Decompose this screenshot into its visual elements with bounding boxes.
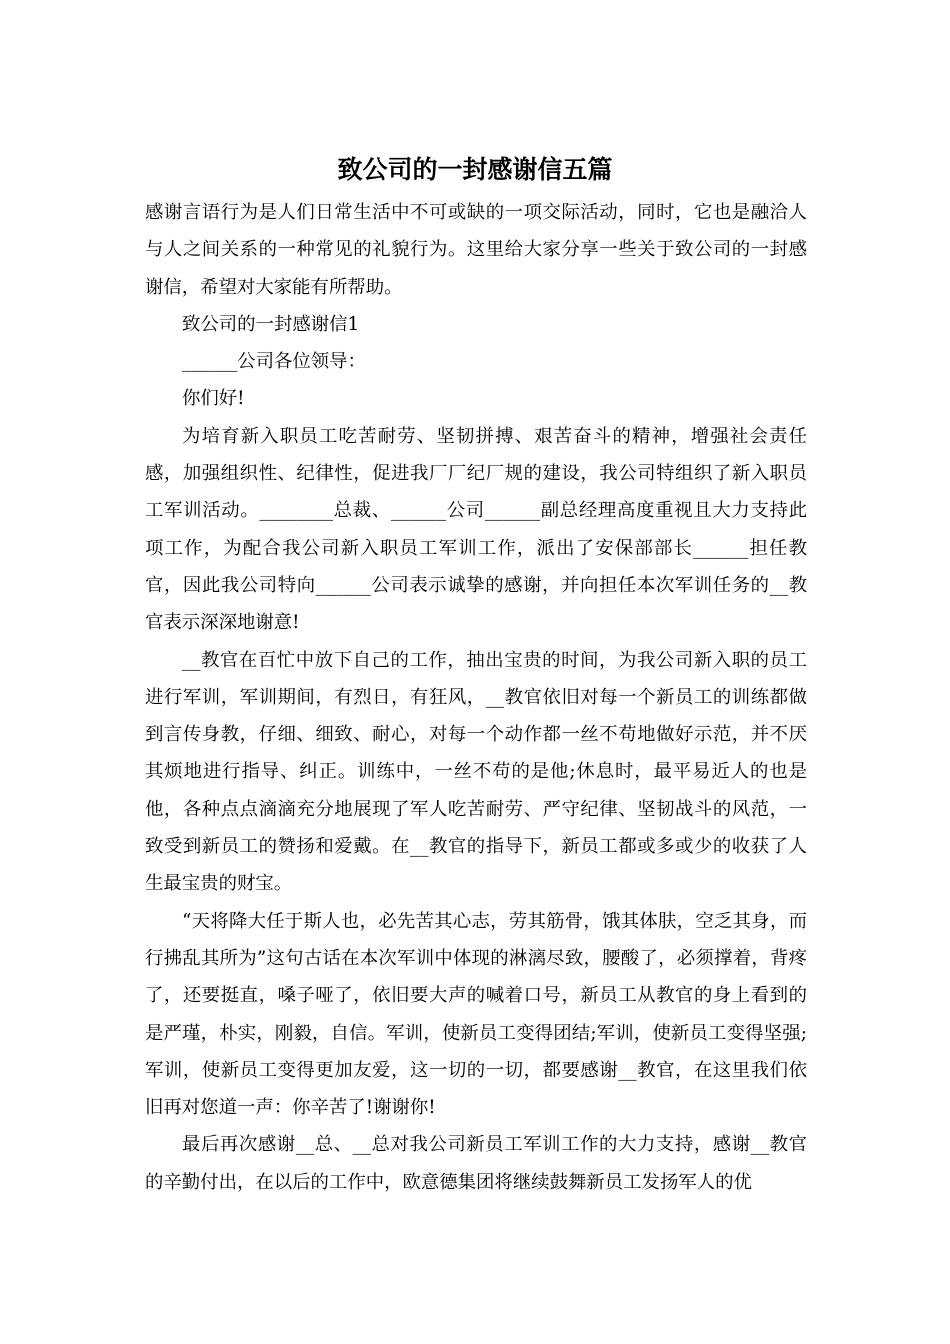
document-body xyxy=(145,194,807,1201)
document-title: 致公司的一封感谢信五篇 xyxy=(337,155,613,184)
body-paragraph: __教官在百忙中放下自己的工作，抽出宝贵的时间，为我公司新入职的员工进行军训，军训期间，有烈日，有狂风，__教官依旧对每一个新员工的训练都做到言传身教，仔细、细致、耐心，对每一个动作都一丝不苟地做好示范，并不厌其烦地进行指导、纠正。训练中，一丝不苟的是他;休息时，最平易近人的也是他，各种点点滴滴充分地展现了军人吃苦耐劳、严守纪律、坚韧战斗的风范，一致受到新员工的赞扬和爱戴。在__教官的指导下，新员工都或多或少的收获了人生最宝贵的财宝。 xyxy=(145,649,807,895)
letter-salutation: ______公司各位领导： xyxy=(182,351,366,373)
body-paragraph: 最后再次感谢__总、__总对我公司新员工军训工作的大力支持，感谢__教官的辛勤付出，在以后的工作中，欧意德集团将继续鼓舞新员工发扬军人的优 xyxy=(145,1134,807,1193)
intro-paragraph: 感谢言语行为是人们日常生活中不可或缺的一项交际活动，同时，它也是融洽人与人之间关系的一种常见的礼貌行为。这里给大家分享一些关于致公司的一封感谢信，希望对大家能有所帮助。 xyxy=(145,202,807,298)
body-paragraph: 为培育新入职员工吃苦耐劳、坚韧拼搏、艰苦奋斗的精神，增强社会责任感，加强组织性、纪律性，促进我厂厂纪厂规的建设，我公司特组织了新入职员工军训活动。________总裁、______公司______副总经理高度重视且大力支持此项工作，为配合我公司新入职员工军训工作，派出了安保部部长______担任教官，因此我公司特向______公司表示诚挚的感谢，并向担任本次军训任务的__教官表示深深地谢意! xyxy=(145,425,807,634)
letter-heading: 致公司的一封感谢信1 xyxy=(182,313,360,335)
body-paragraph: “天将降大任于斯人也，必先苦其心志，劳其筋骨，饿其体肤，空乏其身，而行拂乱其所为”这句古话在本次军训中体现的淋漓尽致，腰酸了，必须撑着，背疼了，还要挺直，嗓子哑了，依旧要大声的喊着口号，新员工从教官的身上看到的是严瑾，朴实，刚毅，自信。军训，使新员工变得团结;军训，使新员工变得坚强;军训，使新员工变得更加友爱，这一切的一切，都要感谢__教官，在这里我们依旧再对您道一声：你辛苦了!谢谢你! xyxy=(145,910,807,1119)
letter-greeting: 你们好! xyxy=(182,388,245,410)
